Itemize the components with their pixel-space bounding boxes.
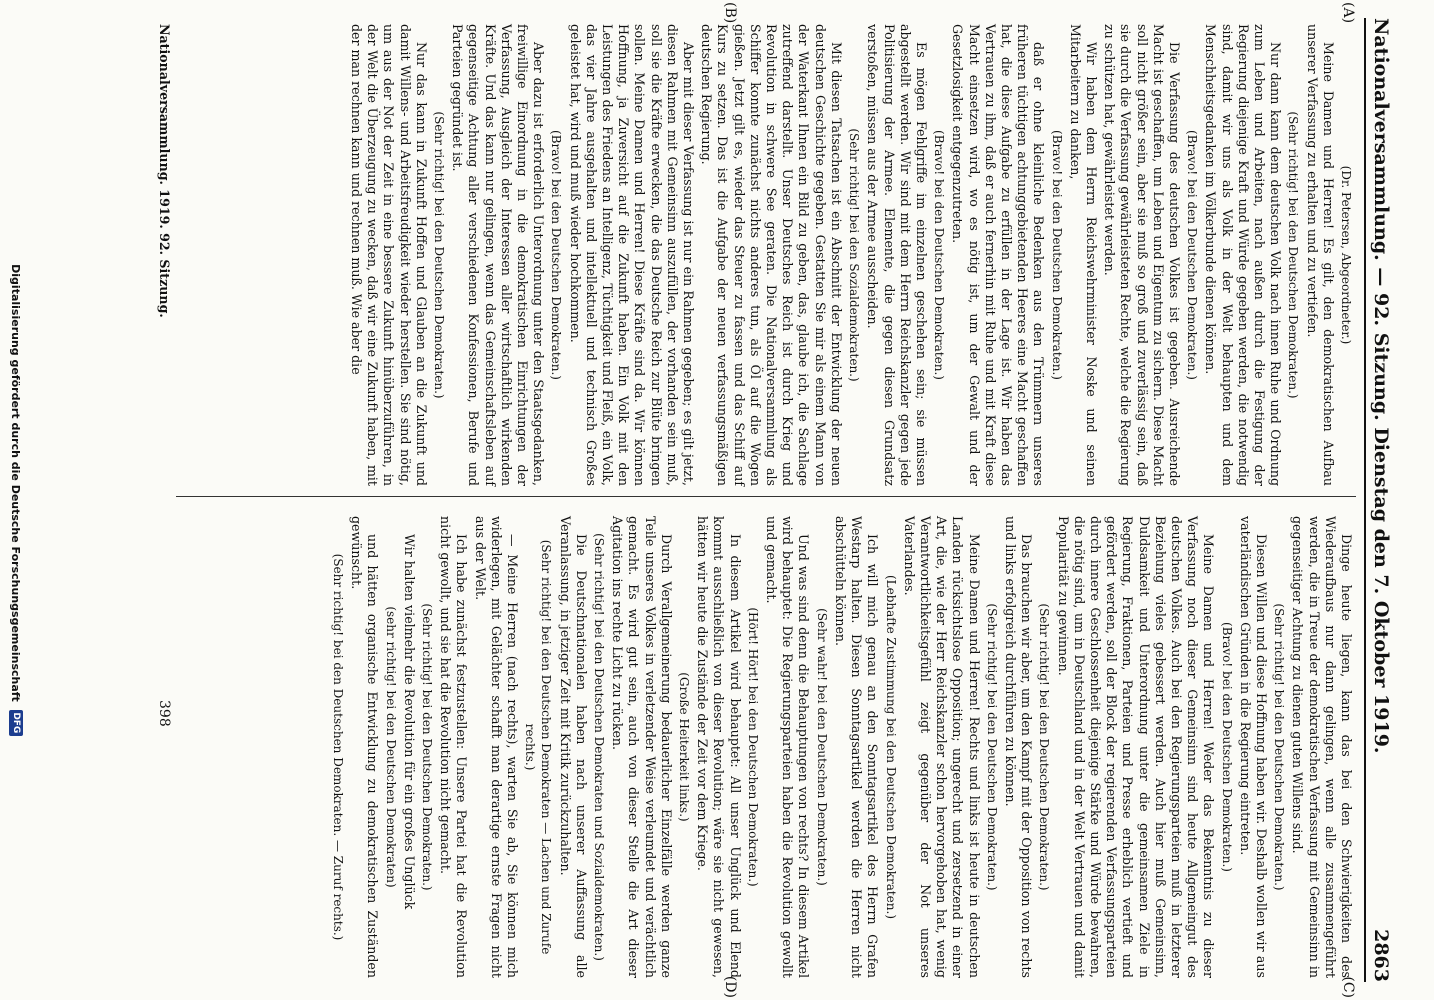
speech-paragraph: Ich habe zunächst festzustellen: Unsere Partei hat die Revolution nicht gewollt, und sie hat die Revolution nicht gemacht. [438,516,470,978]
column-divider [176,496,1356,497]
speech-paragraph: Nur dann kann dem deutschen Volk nach innen Ruhe und Ordnung zum Leben und Arbeiten, nach außen durch die Festigung der Regierung diejenige Kraft und Würde gegeben werden, die notwendig sind, damit wir uns als Volk in der Welt behaupten und dem Menschheitsgedanken im Völkerbunde dienen können. [1203,24,1284,486]
reaction-note: (Große Heiterkeit links.) [677,672,692,822]
reaction-note: (Sehr richtig! bei den Deutschen Demokraten.) [432,111,447,399]
margin-mark-b: (B) [722,2,738,24]
speech-paragraph: Aber mit dieser Verfassung ist nur ein Rahmen gegeben; es gilt jetzt, diesen Rahmen mit Gemeinsinn auszufüllen, der vorhanden sein muß, soll sie die Kräfte erwecken, die das Deutsche Reich zur Blüte bringen sollen. Meine Damen und Herren! Diese Kräfte sind da. Wir können Hoffnung, ja Zuversicht auf die Zukunft haben. Ein Volk mit den Leistungen des Friedens an Intelligenz, Tüchtigkeit und Fleiß, ein Volk, das vier Jahre ausgehalten und intellektuell und technisch Großes geleistet hat, wird und muß wieder hochkommen. [567,24,697,486]
speaker-line: (Dr. Petersen, Abgeordneter.) [1339,165,1353,345]
speech-paragraph: Das brauchen wir aber, um den Kampf mit der Opposition von rechts und links erfolgreich durchführen zu können. [1002,516,1035,978]
reaction-note: (Bravo! bei den Deutschen Demokraten.) [549,130,564,380]
left-column [346,24,1354,486]
reaction-note: (Sehr richtig! bei den Deutschen Demokraten und Sozialdemokraten.) [592,533,607,961]
reaction-note: (sehr richtig! bei den Deutschen Demokraten) [383,606,398,888]
page-header [1364,18,1404,982]
speech-paragraph: Ich will mich genau an den Sonntagsartikel des Herrn Grafen Westarp halten. Diesen Sonntagsartikel werden die Herren nicht abschütteln können. [832,516,881,978]
speech-paragraph: Und was sind denn die Behauptungen von rechts? In diesem Artikel wird behauptet: Die Regierungsparteien haben die Revolution gewollt und gemacht. [764,516,812,978]
footer-session: Nationalversammlung. 1919. 92. Sitzung. [157,24,172,318]
reaction-note: (Sehr richtig! bei den Sozialdemokraten.) [847,128,862,382]
speech-paragraph: Aber dazu ist erforderlich Unterordnung unter den Staatsgedanken, freiwillige Einordnung in die demokratischen Einrichtungen der Verfassung, Ausgleich der Interessen aller wirtschaftlich wirkenden Kräfte. Und das kann nur gelingen, wenn das Gemeinschaftsleben auf gegenseitige Achtung aller verschiedenen Konfessionen, Berufe und Parteien gegründet ist. [450,24,547,486]
speech-paragraph: Wir halten vielmehr die Revolution für ein großes Unglück [401,534,417,910]
digitization-credit [4,0,28,1000]
speech-paragraph: Durch Verallgemeinerung bedauerlicher Einzelfälle werden ganze Teile unseres Volkes in verletzender Weise verleumdet und verächtlich gemacht. Es wird gut sein, auch von dieser Stelle die Art dieser Agitation ins rechte Licht zu rücken. [610,516,674,978]
page-number: 2863 [1370,929,1392,982]
speech-paragraph: Diesen Willen und diese Hoffnung haben wir. Deshalb wollen wir aus vaterländischen Gründen in die Regierung eintreten. [1237,516,1269,978]
speech-paragraph: Dinge heute liegen, kann das bei den Schwierigkeiten des Wiederaufbaus nur dann gelingen, wenn alle zusammengeführt werden, die in Treue der demokratischen Verfassung mit Gemeinsinn in gegenseitiger Achtung zu dienen guten Willens sind. [1290,516,1354,978]
reaction-note: (Sehr richtig! bei den Deutschen Demokraten.) [1272,603,1287,891]
speech-paragraph: In diesem Artikel wird behauptet: All unser Unglück und Elend kommt ausschließlich von dieser Revolution; wäre sie nicht gewesen, hätten wir heute die Zustände der Zeit vor dem Kriege. [695,516,743,978]
speech-paragraph: Es mögen Fehlgriffe im einzelnen geschehen sein; sie müssen abgestellt werden. Wir sind mit dem Herrn Reichskanzler gegen jede Politisierung der Armee. Elemente, die gegen diesen Grundsatz verstoßen, müssen aus der Armee ausscheiden. [865,24,929,486]
speech-paragraph: und hätten organische Entwicklung zu demokratischen Zuständen gewünscht. [349,516,381,978]
speech-paragraph: Die Deutschnationalen haben nach unserer Auffassung alle Veranlassung, in jetziger Zeit mit Kritik zurückzuhalten. [557,516,589,978]
speech-paragraph: Mit diesen Tatsachen ist ein Abschnitt der Entwicklung der neuen deutschen Geschichte gegeben. Gestatten Sie mir als einem Mann von der Waterkant Ihnen ein Bild zu geben, das, glaube ich, die Sachlage zutreffend darstellt. Unser Deutsches Reich ist durch Krieg und Revolution in schwere See geraten. Die Nationalversammlung als Schiffer konnte zunächst nichts anderes tun, als Öl auf die Wogen gießen. Jetzt gilt es, wieder das Steuer zu fassen und das Schiff auf Kurs zu setzen. Das ist die Aufgabe der neuen verfassungsmäßigen deutschen Regierung. [699,24,844,486]
reaction-note: (Bravo! bei den Deutschen Demokraten.) [1049,130,1064,380]
reaction-note: (Hört! Hört! bei den Deutschen Demokraten.) [745,607,760,887]
footer-folio: 398 [156,700,172,727]
reaction-note: (Sehr richtig! bei den Deutschen Demokraten — Lachen und Zurufe rechts.) [523,539,554,955]
speech-paragraph: Nur das kann in Zukunft Hoffen und Glauben an die Zukunft und damit Willens- und Arbeitsfreudigkeit wieder herstellen. Sie sind nötig, um aus der Not der Zeit in eine bessere Zukunft hinüberzuführen, in der Welt die Überzeugung zu wecken, daß wir eine Zukunft haben, mit der man rechnen kann und rechnen muß. Wie aber die [349,24,429,486]
right-column [328,516,1354,978]
reaction-note: (Bravo! bei den Deutschen Demokraten.) [932,130,947,380]
reaction-note: (Bravo! bei den Deutschen Demokraten.) [1219,622,1234,872]
speech-paragraph: — Meine Herren (nach rechts), warten Sie ab, Sie können mich widerlegen, mit Gelächter schafft man derartige ernste Fragen nicht aus der Welt. [472,516,521,978]
margin-mark-a: (A) [1340,2,1356,24]
speech-paragraph: Meine Damen und Herren! Rechts und links ist heute in deutschen Landen rücksichtslose Opposition; ungerecht und zersetzend in einer Art, die, wie der Herr Reichskanzler schon hervorgehoben hat, wenig Verantwortlichkeitsgefühl zeigt gegenüber der Not unseres Vaterlandes. [901,516,982,978]
reaction-note: (Sehr richtig! bei den Deutschen Demokraten.) [1286,111,1301,399]
page-title: Nationalversammlung. — 92. Sitzung. Dienstag den 7. Oktober 1919. [1370,18,1392,754]
speech-paragraph: Wir haben dem Herrn Reichswehrminister Noske und seinen Mitarbeitern zu danken, [1067,24,1099,486]
reaction-note: (Bravo! bei den Deutschen Demokraten.) [1185,130,1200,380]
reaction-note: (Sehr richtig! bei den Deutschen Demokraten.) [1037,603,1052,891]
speech-paragraph: daß er ohne kleinliche Bedenken aus den Trümmern unseres früheren tüchtigen achtunggebietenden Heeres eine Macht geschaffen hat, die diese Aufgabe zu erfüllen in der Lage ist. Wir haben das Vertrauen zu ihm, daß er auch fernerhin mit Ruhe und mit Kraft diese Macht einsetzen wird, wo es nötig ist, um der Gewalt und der Gesetzlosigkeit entgegenzutreten. [950,24,1047,486]
margin-mark-c: (C) [1340,976,1356,998]
reaction-note: (Sehr richtig! bei den Deutschen Demokraten.) [984,603,999,891]
speech-paragraph: Meine Damen und Herren! Es gilt, den demokratischen Aufbau unserer Verfassung zu erhalten und zu vertiefen. [1304,24,1336,486]
speech-paragraph: Die Verfassung des deutschen Volkes ist gegeben. Ausreichende Macht ist geschaffen, um Leben und Eigentum zu sichern. Diese Macht soll nicht größer sein, aber sie muß so groß und zuverlässig sein, daß sie durch die Verfassung gewährleisteten Rechte, welche die Regierung zu schützen hat, gewährleistet werden. [1102,24,1182,486]
reaction-note: (Sehr wahr! bei den Deutschen Demokraten.) [814,608,829,886]
reaction-note: (Sehr richtig! bei den Deutschen Demokraten. — Zuruf rechts.) [331,553,346,941]
credit-text: Digitalisierung gefördert durch die Deutsche Forschungsgemeinschaft [9,264,23,702]
reaction-note: (Lebhafte Zustimmung bei den Deutschen Demokraten.) [883,574,898,919]
dfg-logo: DFG [9,710,23,736]
speech-paragraph: Meine Damen und Herren! Weder das Bekenntnis zu dieser Verfassung noch dieser Gemeinsinn sind heute Allgemeingut des deutschen Volkes. Auch bei den Regierungsparteien muß in letzterer Beziehung vieles gebessert werden. Auch hier muß Gemeinsinn, Duldsamkeit und Unterordnung unter die gemeinsamen Ziele in Regierung, Fraktionen, Parteien und Presse erheblich vertieft und gefördert werden, soll der Block der regierenden Verfassungsparteien durch innere Geschlossenheit diejenige Stärke und Würde bewahren, die nötig sind, um in Deutschland und in der Welt Vertrauen und damit Popularität zu gewinnen. [1055,516,1217,978]
margin-mark-d: (D) [722,975,738,998]
reaction-note: (Sehr richtig! bei den Deutschen Demokraten.) [420,603,435,891]
